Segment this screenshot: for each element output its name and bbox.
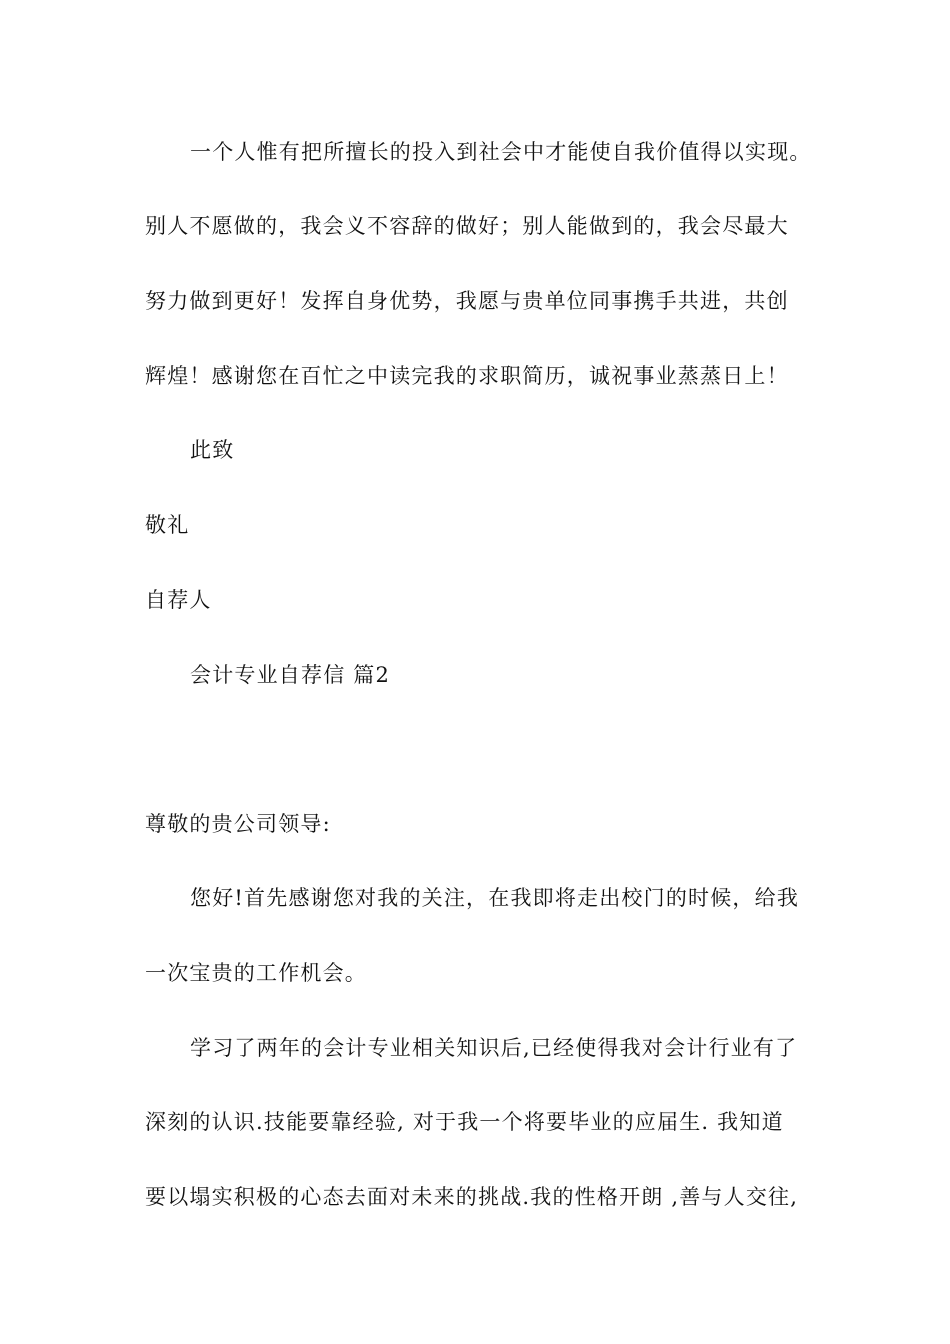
- closing-regards: 敬礼: [145, 513, 190, 537]
- paragraph-line: 努力做到更好！发挥自身优势，我愿与贵单位同事携手共进，共创: [145, 289, 789, 313]
- paragraph-line: 深刻的认识.技能要靠经验, 对于我一个将要毕业的应届生. 我知道: [145, 1110, 784, 1134]
- paragraph-line: 辉煌！感谢您在百忙之中读完我的求职简历，诚祝事业蒸蒸日上！: [145, 364, 789, 388]
- paragraph-line: 一个人惟有把所擅长的投入到社会中才能使自我价值得以实现。: [190, 140, 812, 164]
- paragraph-line: 学习了两年的会计专业相关知识后,已经使得我对会计行业有了: [190, 1036, 798, 1060]
- paragraph-line: 您好!首先感谢您对我的关注，在我即将走出校门的时候，给我: [190, 886, 800, 910]
- section-title: 会计专业自荐信 篇2: [190, 663, 391, 687]
- greeting: 尊敬的贵公司领导:: [145, 812, 331, 836]
- paragraph-line: 别人不愿做的，我会义不容辞的做好；别人能做到的，我会尽最大: [145, 214, 789, 238]
- closing-salutation: 此致: [190, 438, 235, 462]
- paragraph-line: 一次宝贵的工作机会。: [145, 961, 367, 985]
- paragraph-line: 要以塌实积极的心态去面对未来的挑战.我的性格开朗 ,善与人交往,: [145, 1185, 799, 1209]
- signature-label: 自荐人: [145, 588, 212, 612]
